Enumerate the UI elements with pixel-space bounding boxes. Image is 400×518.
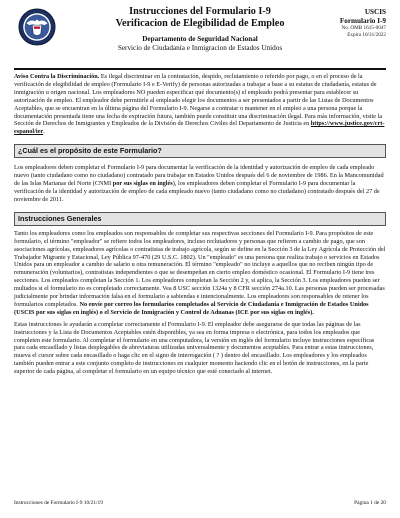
- form-metadata: [340, 8, 386, 38]
- section-heading-purpose: ¿Cuál es el propósito de este Formulario?: [14, 144, 386, 158]
- general-paragraph-1: Tanto los empleadores como los empleados son responsables de completar sus respectivas secciones del Formulario I-9. Para propósitos de este formulario, el término "empleador" se refiere todos los empleadores, incluso reclutadores y personas que refieren a cambio de pago, que son asociaciones agrícolas, empleadores agrícolas o contratistas de trabajo agrícola, según se define en la Sección 3 de la Ley Agrícola de Protección del Trabajador Migrante y Estacional, Ley Pública 97-470 (29 U.S.C. 1802). Un "empleado" es una persona que realiza trabajo o servicios en Estados Unidos para un empleador a cambio de salario u otra remuneración. El término "empleado" no incluye a aquellos que no reciben ningún tipo de remuneración (voluntarios), contratistas independientes o que se desempeñan en cierto empleo doméstico ocasional. El Formulario I-9 tiene tres secciones. Los empleados completan la Sección 1. Los empleadores completan la Sección 2 y, si aplica, la Sección 3. Los empleadores pueden ser multados si el formulario no es completado correctamente. Vea 8 USC sección 1324a y 8 CFR sección 274a.10. Las personas pueden ser procesadas judicialmente por brindar información falsa en el formulario a sabiendas e intencionalmente. Los empleadores son responsables de retener los formularios completados. No envíe por correo los formularios completados al Servicio de Ciudadanía e Inmigración de Estados Unidos (USCIS por sus siglas en inglés) o el Servicio de Inmigración y Control de Aduanas (ICE por sus siglas en inglés).: [14, 229, 386, 316]
- agency-label: USCIS: [364, 8, 386, 16]
- notice-heading: Aviso Contra la Discriminación.: [14, 73, 100, 80]
- title-block: [14, 6, 386, 53]
- form-header: [14, 4, 386, 68]
- footer-form-edition: Instrucciones de Formulario I-9 10/21/19: [14, 500, 103, 506]
- omb-number: No. OMB 1615-0047: [341, 25, 386, 31]
- notice-body: Es ilegal discriminar en la contratación, despido, reclutamiento o referido por pago, o en el proceso de la verificación de elegibilidad de empleo (Formulario I-9 e E-Verify) de personas autorizadas a trabajar a base a su estatus de ciudadanía, estatus de inmigración u origen nacional. Los empleadores NO pueden especificar qué documento(s) el empleado podrá presentar para establecer su autorización de empleo. El empleador debe permitirle al empleado elegir los documentos a ser presentados a partir de las Listas de Documentos Aceptables, que se encuentran en la última página del Formulario I-9. Negarse a contratar o mantener en el empleo a una persona porque la documentación presentada tiene una fecha de expiración futura, también puede constituir una discriminación ilegal. Para más información, visite la Sección de Derechos de Inmigrantes y Empleados de la División de Derechos Civiles del Departamento de Justicia en: [14, 73, 383, 128]
- department-name: Departamento de Seguridad Nacional: [142, 35, 258, 43]
- service-name: Servicio de Ciudadanía e Inmigracion de Estados Unidos: [117, 44, 283, 52]
- footer-page-number: Página 1 de 20: [354, 500, 386, 506]
- purpose-paragraph: Los empleadores deben completar el Formulario I-9 para documentar la verificación de la identidad y autorización de empleo de cada empleado nuevo (tanto ciudadano como no ciudadano) contratado para trabajar en Estados Unidos después del 6 de noviembre de 1986. En la Mancomunidad de las Islas Marianas del Norte (CNMI por sus siglas en inglés), los empleadores deben completar el Formulario I-9 para documentar la verificación de la identidad y autorización de empleo de cada empleado nuevo (tanto ciudadano como no ciudadano) contratado después del 27 de noviembre de 2011.: [14, 164, 384, 203]
- form-subtitle: Verificacion de Elegibilidad de Empleo: [115, 18, 285, 29]
- form-number: Formulario I-9: [339, 16, 386, 25]
- general-paragraph-2: Estas instrucciones le ayudarán a completar correctamente el Formulario I-9. El empleador debe asegurarse de que todas las páginas de las instrucciones y la Lista de Documentos Aceptables estén disponibles, ya sea en forma impresa o electrónica, para todos los empleados que completen este formulario. Al completar el formulario en una computadora, la versión en inglés del formulario incluye instrucciones específicas para cada encasillado y listas desplegables de abreviaturas utilizadas universalmente y documentos aceptables. Para entrar a estas instrucciones, mueva el cursor sobre cada encasillado o haga clic en el signo de interrogación ( ? ) dentro del encasillado. Los empleadores y los empleados también pueden entrar a este conjunto completo de instrucciones en cualquier momento haciendo clic en el botón de instrucciones, en la parte superior de cada página, al completar el formulario en un equipo técnico que esté conectado al internet.: [14, 320, 375, 376]
- section-heading-general: Instrucciones Generales: [14, 212, 386, 226]
- expiration-date: Expira 10/31/2022: [347, 31, 386, 38]
- document-page: [14, 4, 386, 376]
- anti-discrimination-notice: Aviso Contra la Discriminación. Es ilegal discriminar en la contratación, despido, reclutamiento o referido por pago, o en el proceso de la verificación de elegibilidad de empleo (Formulario I-9 e E-Verify) de personas autorizadas a trabajar a base a su estatus de ciudadanía, estatus de inmigración u origen nacional. Los empleadores NO pueden especificar qué documento(s) el empleado podrá presentar para establecer su autorización de empleo. El empleador debe permitirle al empleado elegir los documentos a ser presentados a partir de las Listas de Documentos Aceptables, que se encuentran en la última página del Formulario I-9. Negarse a contratar o mantener en el empleo a una persona porque la documentación presentada tiene una fecha de expiración futura, también puede constituir una discriminación ilegal. Para más información, visite la Sección de Derechos de Inmigrantes y Empleados de la División de Derechos Civiles del Departamento de Justicia en https://www.justice.gov/crt-espanol/ier.: [14, 73, 385, 136]
- header-divider: [14, 68, 386, 70]
- form-title: Instrucciones del Formulario I-9: [129, 6, 271, 17]
- justice-link[interactable]: https://www.justice.gov/crt-espanol/ier: [14, 120, 385, 136]
